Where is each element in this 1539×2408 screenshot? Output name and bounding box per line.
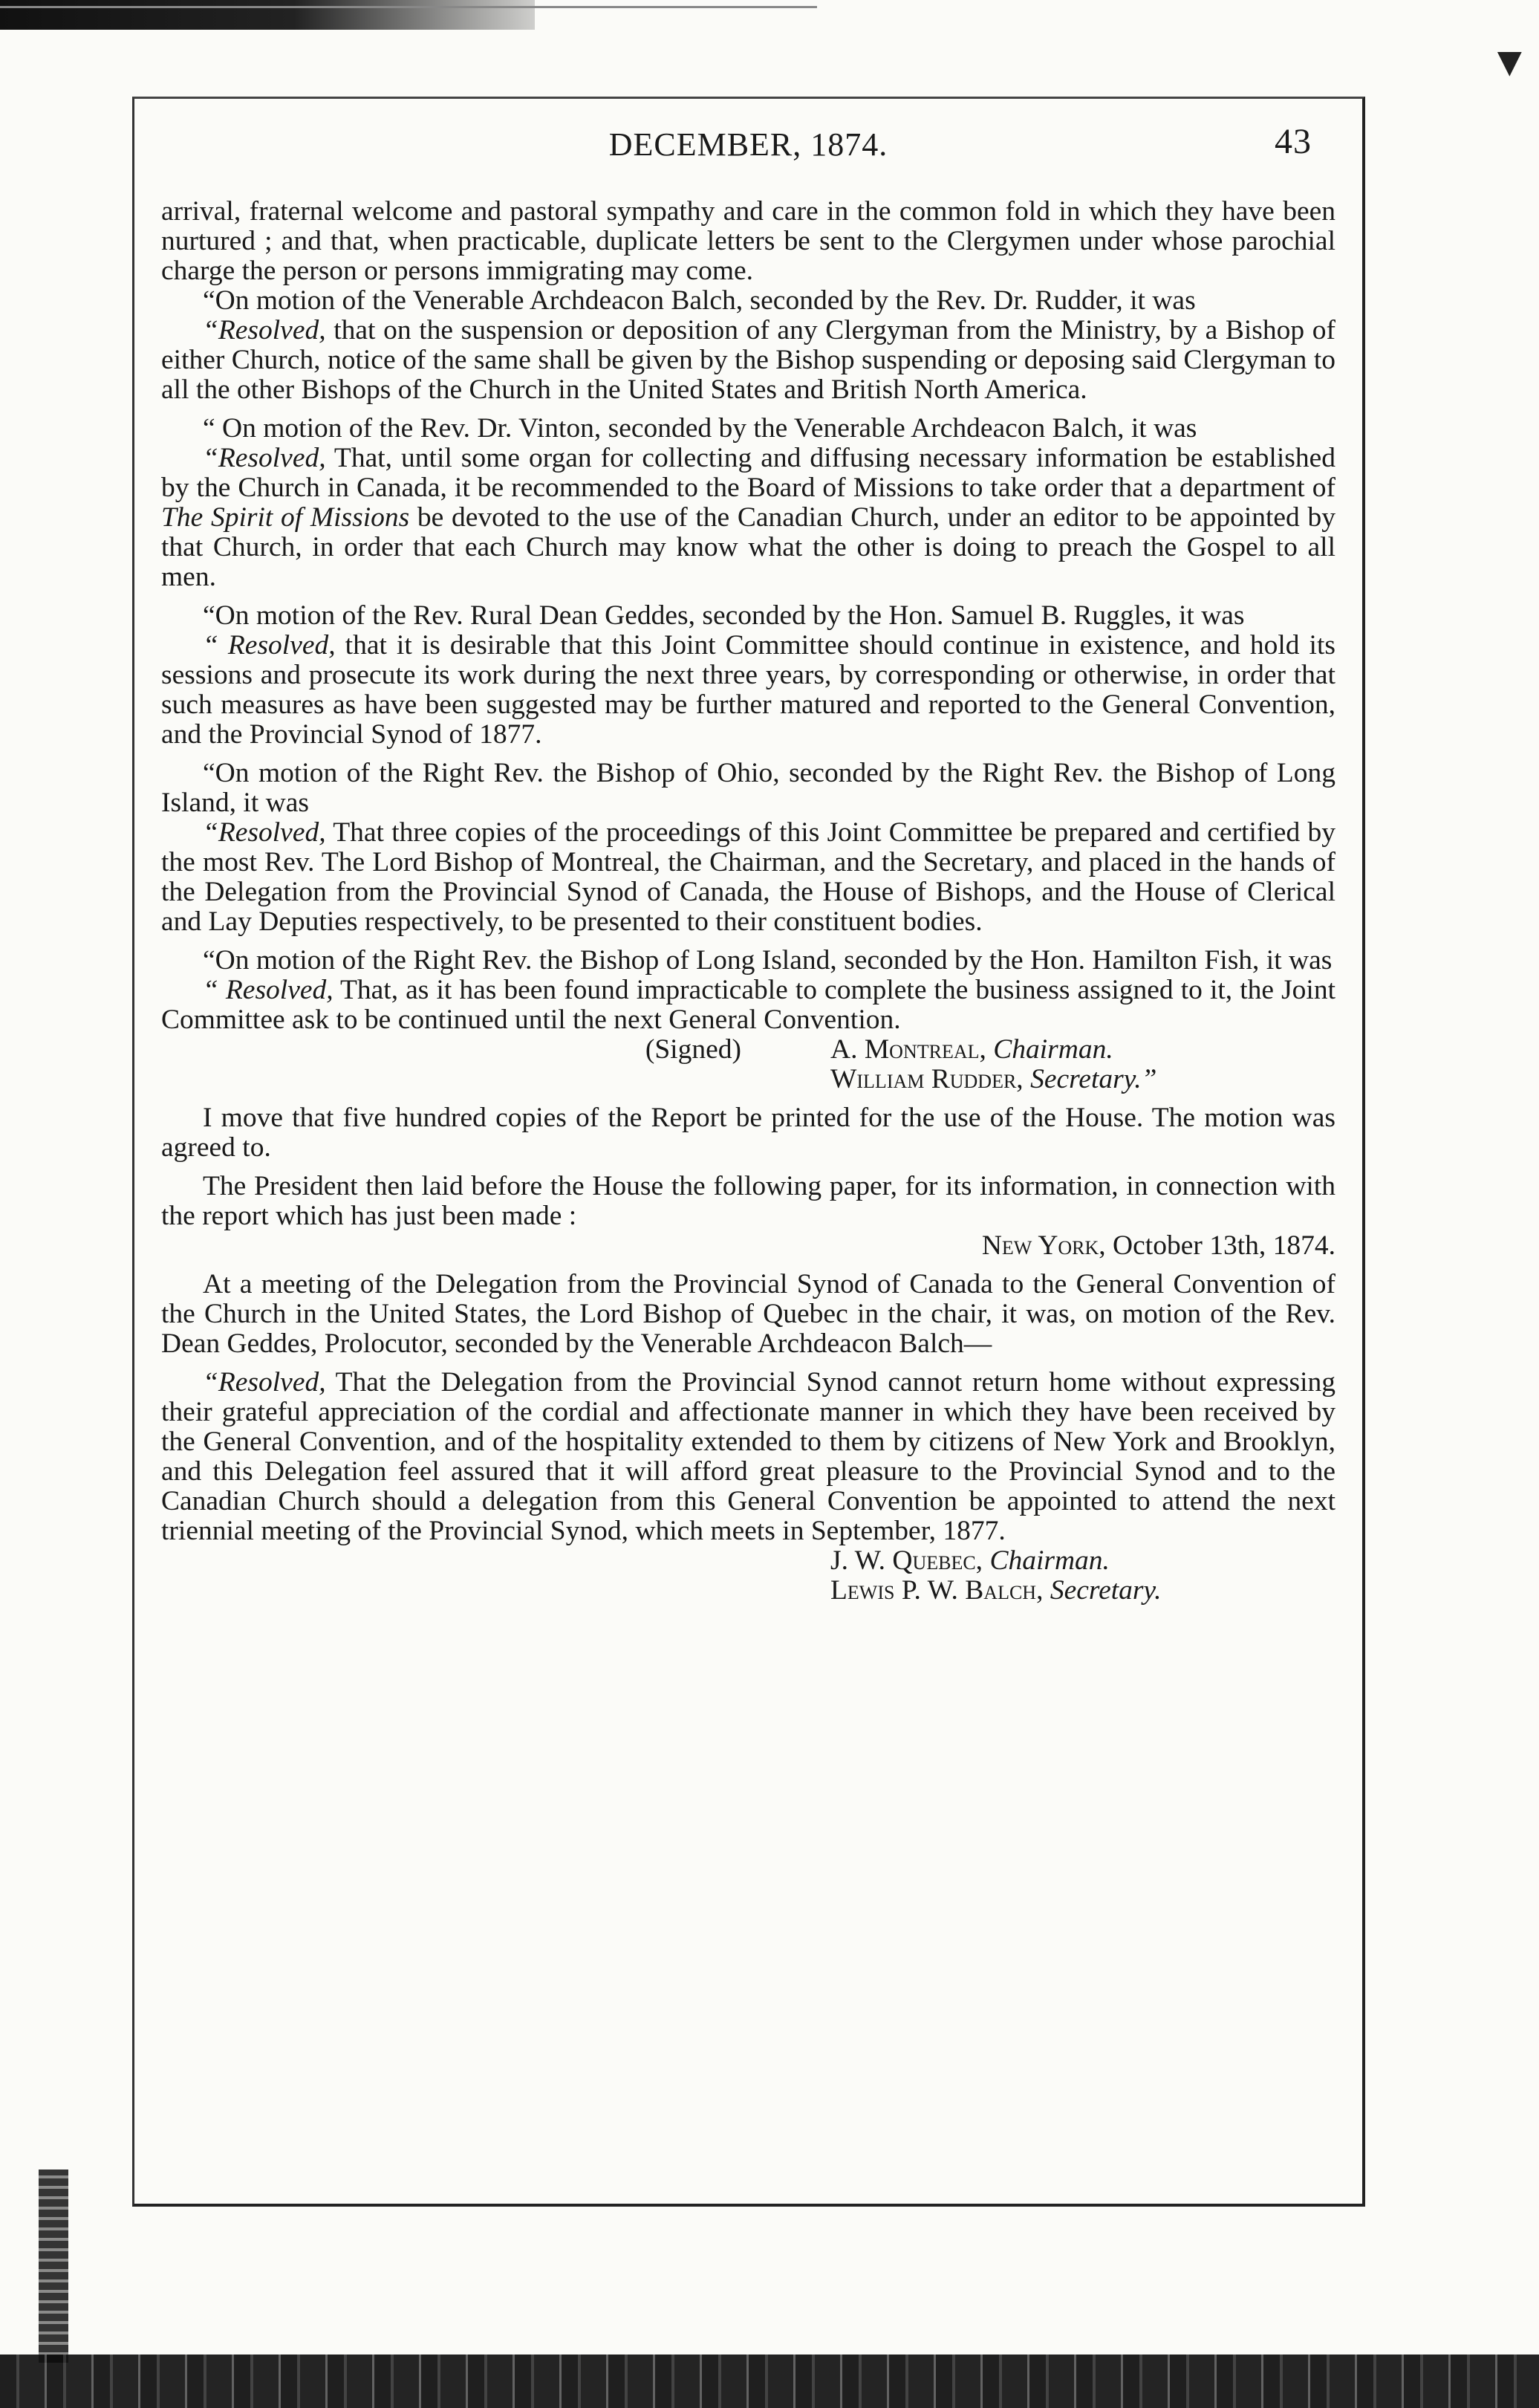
paragraph: “On motion of the Right Rev. the Bishop of Long Island, seconded by the Hon. Hamilton Fish, it was [203,945,1333,976]
signer-title: Chairman. [993,1034,1113,1065]
resolved-lead: “Resolved, [203,817,326,848]
place-date-line [161,1231,1335,1261]
paragraph [161,976,1335,1035]
page-number: 43 [1275,122,1312,161]
place: New York, [981,1230,1106,1261]
scan-artifact-bottom [0,2355,1539,2408]
publication-title: The Spirit of Missions [161,502,410,533]
resolved-lead: “Resolved, [203,1367,326,1398]
signature-block [161,1576,1335,1606]
signed-label: (Signed) [645,1034,741,1065]
document-page [132,97,1365,2207]
paragraph-body: That, as it has been found impracticable to complete the business assigned to it, the Joint Committee ask to be continued until the next General Convention. [161,975,1335,1035]
paragraph-body: That the Delegation from the Provincial Synod cannot return home without expressing their grateful appreciation of the cordial and affectionate manner in which they have been received by the General Convention, and of the hospitality extended to them by citizens of New York and Brooklyn, and this Delegation feel assured that it will afford great pleasure to the Provincial Synod and to the Canadian Church should a delegation from this General Convention be appointed to attend the next triennial meeting of the Provincial Synod, which meets in September, 1877. [161,1367,1335,1546]
signer-name: Lewis P. W. Balch, [830,1575,1044,1606]
paragraph: “On motion of the Rev. Rural Dean Geddes, seconded by the Hon. Samuel B. Ruggles, it was [203,600,1245,631]
resolved-lead: “Resolved, [203,443,326,473]
paragraph: “On motion of the Right Rev. the Bishop of Ohio, seconded by the Right Rev. the Bishop of Long Island, it was [161,758,1335,818]
paragraph: “ On motion of the Rev. Dr. Vinton, seconded by the Venerable Archdeacon Balch, it was [203,413,1197,444]
paragraph [161,1368,1335,1546]
page-header [134,122,1362,178]
chairman-signature [830,1035,1335,1065]
scan-corner-mark: ▼ [1488,39,1530,85]
resolved-lead: “ Resolved, [203,975,333,1005]
paragraph-body: That three copies of the proceedings of this Joint Committee be prepared and certified by the most Rev. The Lord Bishop of Montreal, the Chairman, and the Secretary, and placed in the hands of the Delegation from the Provincial Synod of Canada, the House of Bishops, and the House of Clerical and Lay Deputies respectively, to be presented to their constituent bodies. [161,817,1335,937]
secretary-signature [830,1576,1335,1606]
signature-block [161,1065,1335,1094]
chairman-signature [830,1546,1335,1576]
paragraph: At a meeting of the Delegation from the Provincial Synod of Canada to the General Convention of the Church in the United States, the Lord Bishop of Quebec in the chair, it was, on motion of the Rev. Dean Geddes, Prolocutor, seconded by the Venerable Archdeacon Balch— [161,1269,1335,1359]
scan-artifact-line [0,6,817,8]
paragraph: arrival, fraternal welcome and pastoral sympathy and care in the common fold in which they have been nurtured ; and that, when practicable, duplicate letters be sent to the Clergymen under whose parochial charge the person or persons immigrating may come. [161,196,1335,286]
paragraph: The President then laid before the House the following paper, for its information, in connection with the report which has just been made : [161,1171,1335,1231]
running-title: DECEMBER, 1874. [608,126,888,163]
paragraph [161,444,1335,592]
signature-block [161,1546,1335,1576]
signer-name: William Rudder, [830,1064,1024,1094]
resolved-lead: “Resolved, [203,315,326,345]
scan-artifact-top [0,0,535,30]
paragraph: I move that five hundred copies of the Report be printed for the use of the House. The motion was agreed to. [161,1103,1335,1163]
signer-title: Secretary.” [1030,1064,1157,1094]
paragraph-body: be devoted to the use of the Canadian Church, under an editor to be appointed by that Church, in order that each Church may know what the other is doing to preach the Gospel to all men. [161,502,1336,592]
paragraph-body: That, until some organ for collecting and diffusing necessary information be established by the Church in Canada, it be recommended to the Board of Missions to take order that a department of [161,443,1335,503]
paragraph: “On motion of the Venerable Archdeacon Balch, seconded by the Rev. Dr. Rudder, it was [203,285,1196,316]
signer-name: A. Montreal, [830,1034,986,1065]
body-text [161,197,1335,1606]
paragraph-body: that on the suspension or deposition of any Clergyman from the Ministry, by a Bishop of either Church, notice of the same shall be given by the Bishop suspending or deposing said Clergyman to all the other Bishops of the Church in the United States and British North America. [161,315,1335,405]
secretary-signature [830,1065,1335,1094]
signer-name: J. W. Quebec, [830,1545,983,1576]
paragraph-body: that it is desirable that this Joint Committee should continue in existence, and hold its sessions and prosecute its work during the next three years, by corresponding or otherwise, in order that such measures as have been suggested may be further matured and reported to the General Convention, and the Provincial Synod of 1877. [161,630,1335,750]
signer-title: Secretary. [1050,1575,1162,1606]
signer-title: Chairman. [989,1545,1110,1576]
resolved-lead: “ Resolved, [203,630,336,661]
signature-block [161,1035,1335,1065]
paragraph [161,316,1335,405]
paragraph [161,818,1335,937]
paragraph [161,631,1335,750]
date: October 13th, 1874. [1105,1230,1335,1261]
scan-artifact-left-edge [39,2170,68,2363]
